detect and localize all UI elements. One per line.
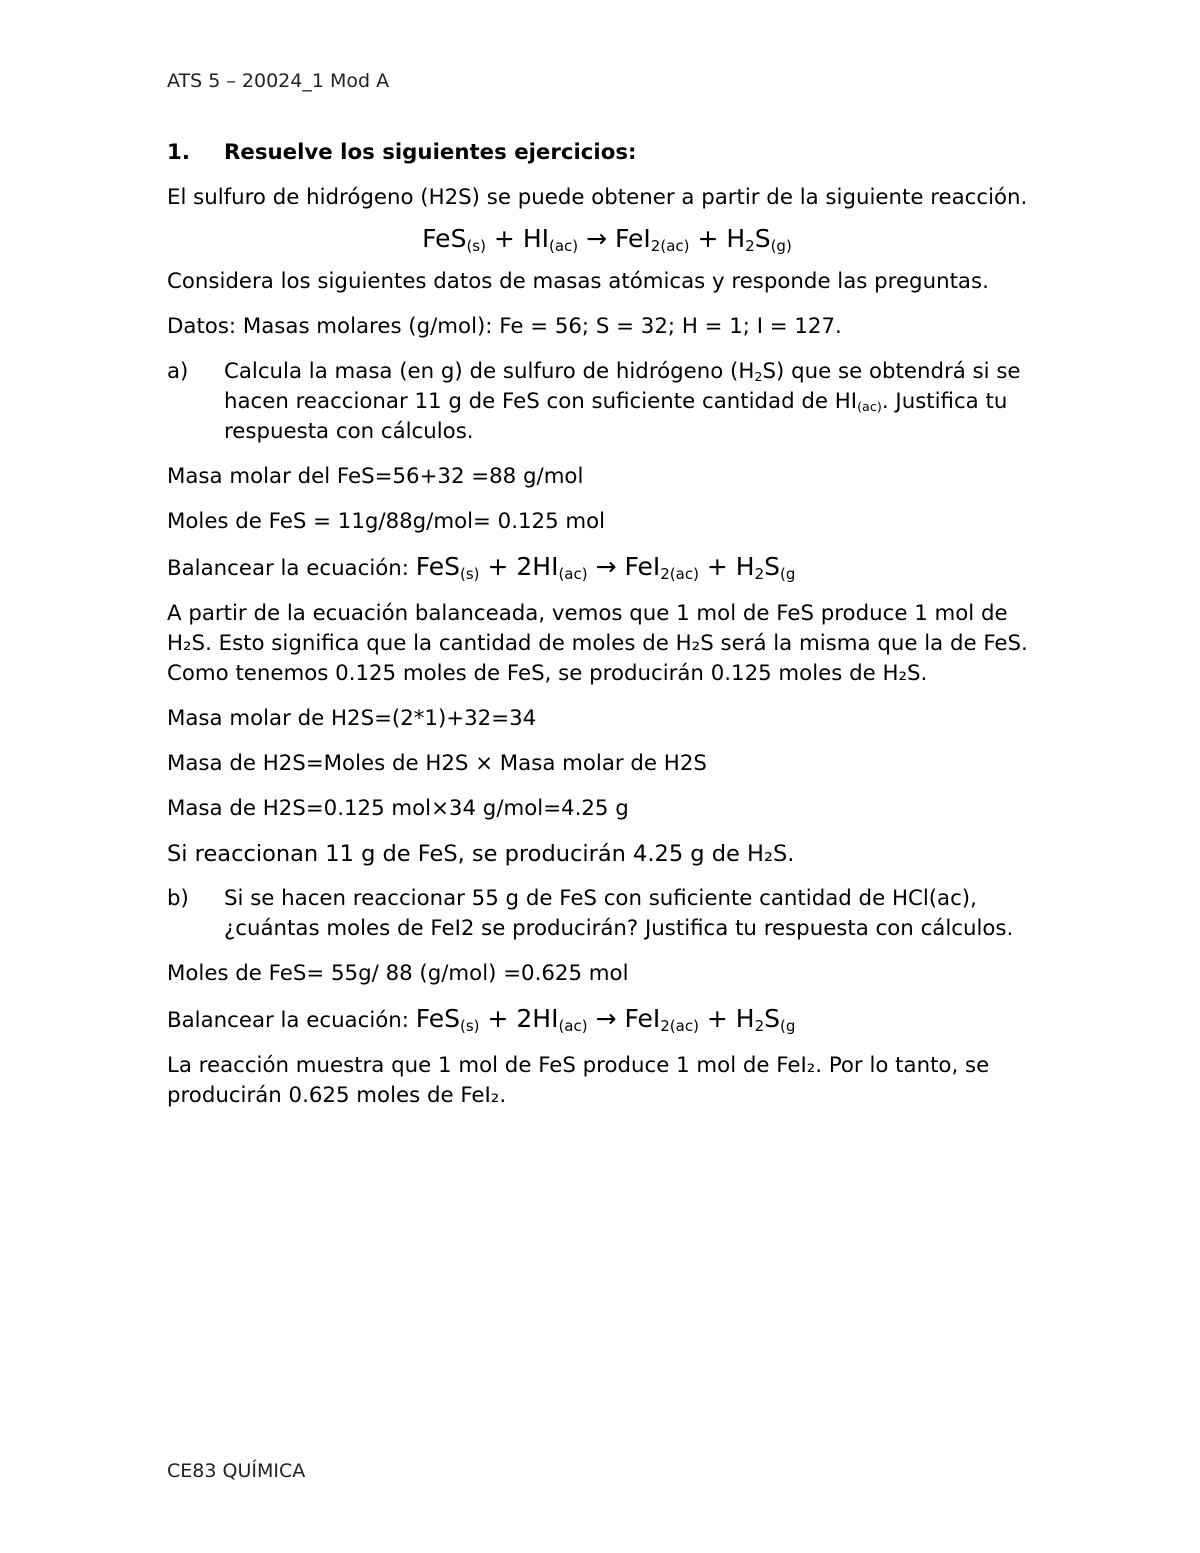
balanced-equation-a: Balancear la ecuación: $FeS_{(s)} + 2HI_{(ac)} \to FeI_{2(ac)} + H_2S_{(g}$ <box>167 552 796 583</box>
answer-a-line-5: Masa de H2S=0.125 mol×34 g/mol=4.25 g <box>167 796 629 821</box>
answer-b-paragraph: La reacción muestra que 1 mol de FeS produce 1 mol de FeI₂. Por lo tanto, se producirán 0.625 moles de FeI₂. <box>167 1053 990 1108</box>
part-a-label: a) <box>167 359 189 384</box>
part-b-question: b) Si se hacen reaccionar 55 g de FeS con suficiente cantidad de HCl(ac), ¿cuántas moles de FeI2 se producirán? Justifica tu respuesta con cálculos. <box>167 884 1047 944</box>
answer-a-paragraph: A partir de la ecuación balanceada, vemos que 1 mol de FeS produce 1 mol de H₂S. Esto significa que la cantidad de moles de H₂S será la misma que la de FeS. Como tenemos 0.125 moles de FeS, se producirán 0.125 moles de H₂S. <box>167 601 1028 686</box>
answer-a-line-3: Masa molar de H2S=(2*1)+32=34 <box>167 706 537 731</box>
balanced-equation-b: Balancear la ecuación: $FeS_{(s)} + 2HI_{(ac)} \to FeI_{2(ac)} + H_2S_{(g}$ <box>167 1004 796 1035</box>
part-b-label: b) <box>167 886 189 911</box>
question-number: 1. <box>167 140 190 165</box>
instructions-paragraph: Considera los siguientes datos de masas atómicas y responde las preguntas. <box>167 269 989 294</box>
reaction-equation: $FeS_{(s)} + HI_{(ac)} \to FeI_{2(ac)} + H_2S_{(g)}$ <box>422 224 792 255</box>
question-heading <box>167 138 1047 168</box>
answer-a-line-1: Masa molar del FeS=56+32 =88 g/mol <box>167 464 584 489</box>
intro-paragraph: El sulfuro de hidrógeno (H2S) se puede obtener a partir de la siguiente reacción. <box>167 185 1028 210</box>
page-header: ATS 5 – 20024_1 Mod A <box>167 70 390 92</box>
page-footer: CE83 QUÍMICA <box>167 1460 306 1482</box>
answer-a-line-2: Moles de FeS = 11g/88g/mol= 0.125 mol <box>167 509 606 534</box>
answer-b-line-1: Moles de FeS= 55g/ 88 (g/mol) =0.625 mol <box>167 961 629 986</box>
answer-a-conclusion: Si reaccionan 11 g de FeS, se producirán 4.25 g de H₂S. <box>167 841 795 867</box>
document-body <box>167 138 1047 1126</box>
data-line: Datos: Masas molares (g/mol): Fe = 56; S = 32; H = 1; I = 127. <box>167 314 842 339</box>
answer-a-line-4: Masa de H2S=Moles de H2S × Masa molar de H2S <box>167 751 707 776</box>
part-a-question: a) Calcula la masa (en g) de sulfuro de hidrógeno $(H_2S)$ que se obtendrá si se hacen reaccionar 11 g de FeS con suficiente cantidad de $HI_{(ac)}$. Justifica tu respuesta con cálculos. <box>167 357 1047 447</box>
question-title: Resuelve los siguientes ejercicios: <box>224 140 637 165</box>
